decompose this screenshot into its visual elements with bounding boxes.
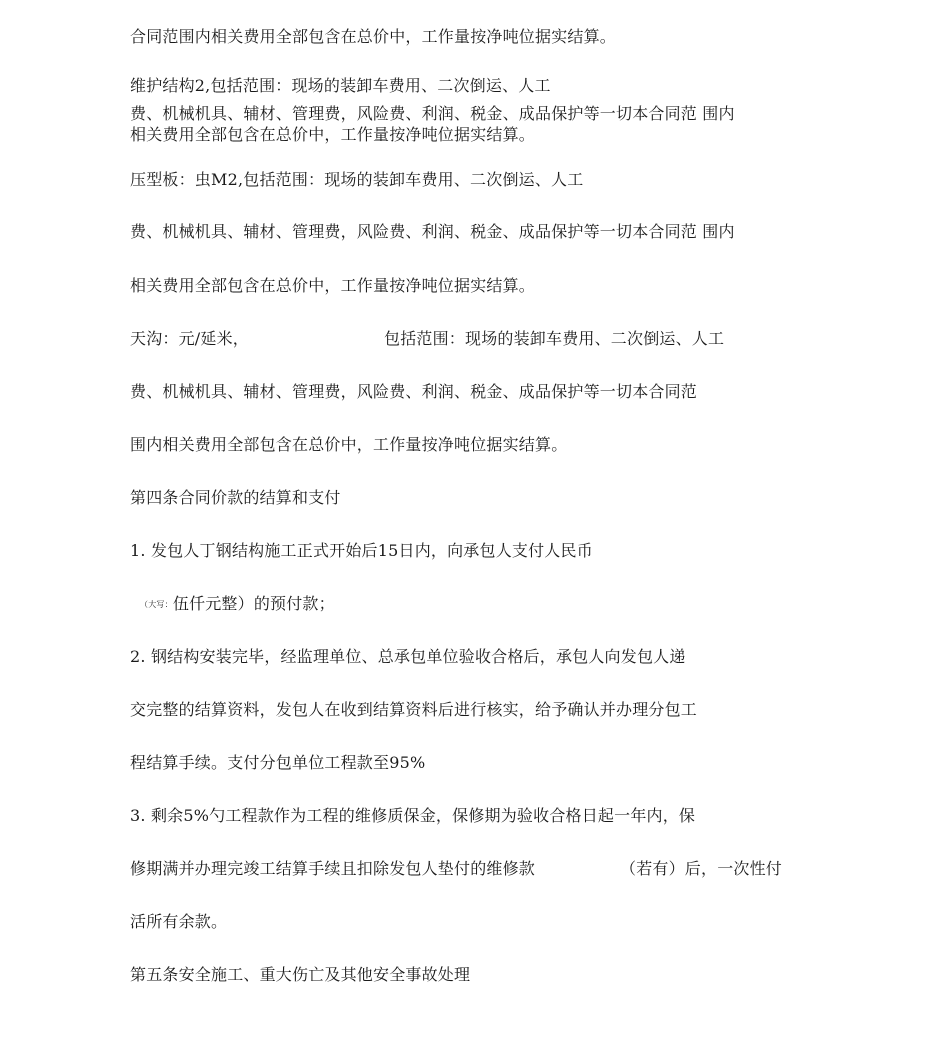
section-heading: 第四条合同价款的结算和支付 (130, 488, 341, 507)
text-line: 合同范围内相关费用全部包含在总价中，工作量按净吨位据实结算。 (130, 27, 617, 46)
text-line: 包括范围：现场的装卸车费用、二次倒运、人工 (384, 329, 725, 348)
small-annotation: （大写： (140, 600, 173, 609)
text-line: 程结算手续。支付分包单位工程款至95% (130, 753, 426, 772)
text-line: 3. 剩余5%勺工程款作为工程的维修质保金，保修期为验收合格日起一年内，保 (130, 806, 696, 825)
text-line: 相关费用全部包含在总价中，工作量按净吨位据实结算。 (130, 125, 536, 144)
text-line: 压型板：虫M2,包括范围：现场的装卸车费用、二次倒运、人工 (130, 170, 584, 189)
text-line (140, 594, 335, 615)
text-line: 维护结构2,包括范围：现场的装卸车费用、二次倒运、人工 (130, 76, 551, 95)
text-line: 修期满并办理完竣工结算手续且扣除发包人垫付的维修款 (130, 859, 536, 878)
text-line: 交完整的结算资料，发包人在收到结算资料后进行核实，给予确认并办理分包工 (130, 700, 698, 719)
text-line: 活所有余款。 (130, 912, 228, 931)
text-line: 费、机械机具、辅材、管理费，风险费、利润、税金、成品保护等一切本合同范 围内 (130, 104, 735, 123)
text-line: 天沟：元/延米， (130, 329, 249, 348)
text-line: （若有）后，一次性付 (620, 859, 783, 878)
text-line: 1. 发包人丁钢结构施工正式开始后15日内，向承包人支付人民币 (130, 541, 593, 560)
text-line: 2. 钢结构安装完毕，经监理单位、总承包单位验收合格后，承包人向发包人递 (130, 647, 686, 666)
section-heading: 第五条安全施工、重大伤亡及其他安全事故处理 (130, 965, 471, 984)
text-line: 费、机械机具、辅材、管理费，风险费、利润、税金、成品保护等一切本合同范 (130, 382, 698, 401)
text-line: 相关费用全部包含在总价中，工作量按净吨位据实结算。 (130, 276, 536, 295)
text-span: 伍仟元整）的预付款； (172, 594, 335, 613)
text-line: 费、机械机具、辅材、管理费，风险费、利润、税金、成品保护等一切本合同范 围内 (130, 222, 735, 241)
text-line: 围内相关费用全部包含在总价中，工作量按净吨位据实结算。 (130, 435, 568, 454)
